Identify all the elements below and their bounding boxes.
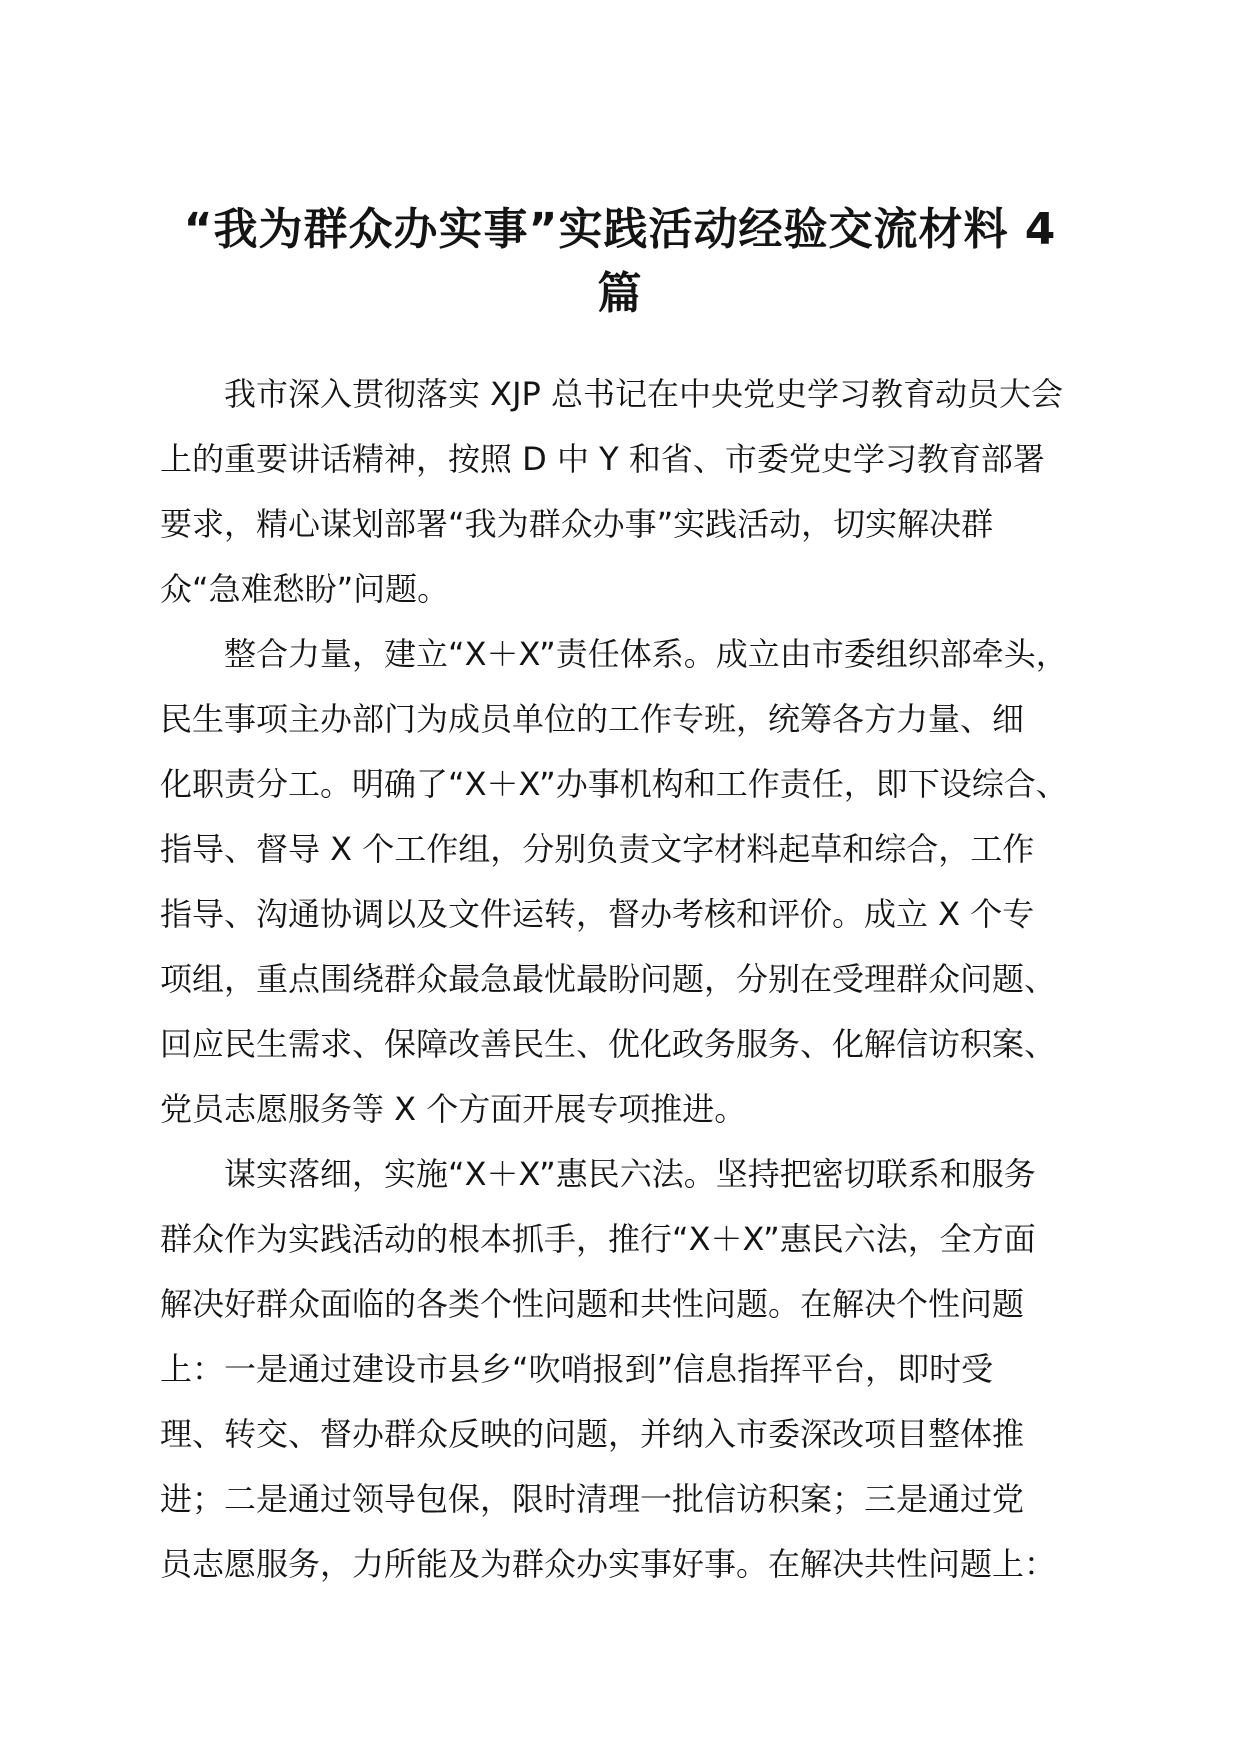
paragraph-six-methods: 谋实落细，实施“X＋X”惠民六法。坚持把密切联系和服务 群众作为实践活动的根本抓手，推行“X＋X”惠民六法，全方面 解决好群众面临的各类个性问题和共性问题。在解决个性问题 上：一是通过建设市县乡“吹哨报到”信息指挥平台，即时受 理、转交、督办群众反映的问题，并纳入市委深改项目整体推 进；二是通过领导包保，限时清理一批信访积案；三是通过党 员志愿服务，力所能及为群众办实事好事。在解决共性问题上： <box>160 1155 1057 1583</box>
paragraph-intro: 我市深入贯彻落实 XJP 总书记在中央党史学习教育动员大会 上的重要讲话精神，按照 D 中 Y 和省、市委党史学习教育部署 要求，精心谋划部署“我为群众办事”实践活动，切实解决群 众“急难愁盼”问题。 <box>160 375 1064 608</box>
document-body <box>160 362 1120 1597</box>
paragraph-responsibility-system: 整合力量，建立“X＋X”责任体系。成立由市委组织部牵头， 民生事项主办部门为成员单位的工作专班，统筹各方力量、细 化职责分工。明确了“X＋X”办事机构和工作责任，即下设综合、 指导、督导 X 个工作组，分别负责文字材料起草和综合，工作 指导、沟通协调以及文件运转，督办考核和评价。成立 X 个专 项组，重点围绕群众最急最忧最盼问题，分别在受理群众问题、 回应民生需求、保障改善民生、优化政务服务、化解信访积案、 党员志愿服务等 X 个方面开展专项推进。 <box>160 635 1068 1128</box>
document-title: “我为群众办实事”实践活动经验交流材料 4 篇 <box>183 204 1057 319</box>
